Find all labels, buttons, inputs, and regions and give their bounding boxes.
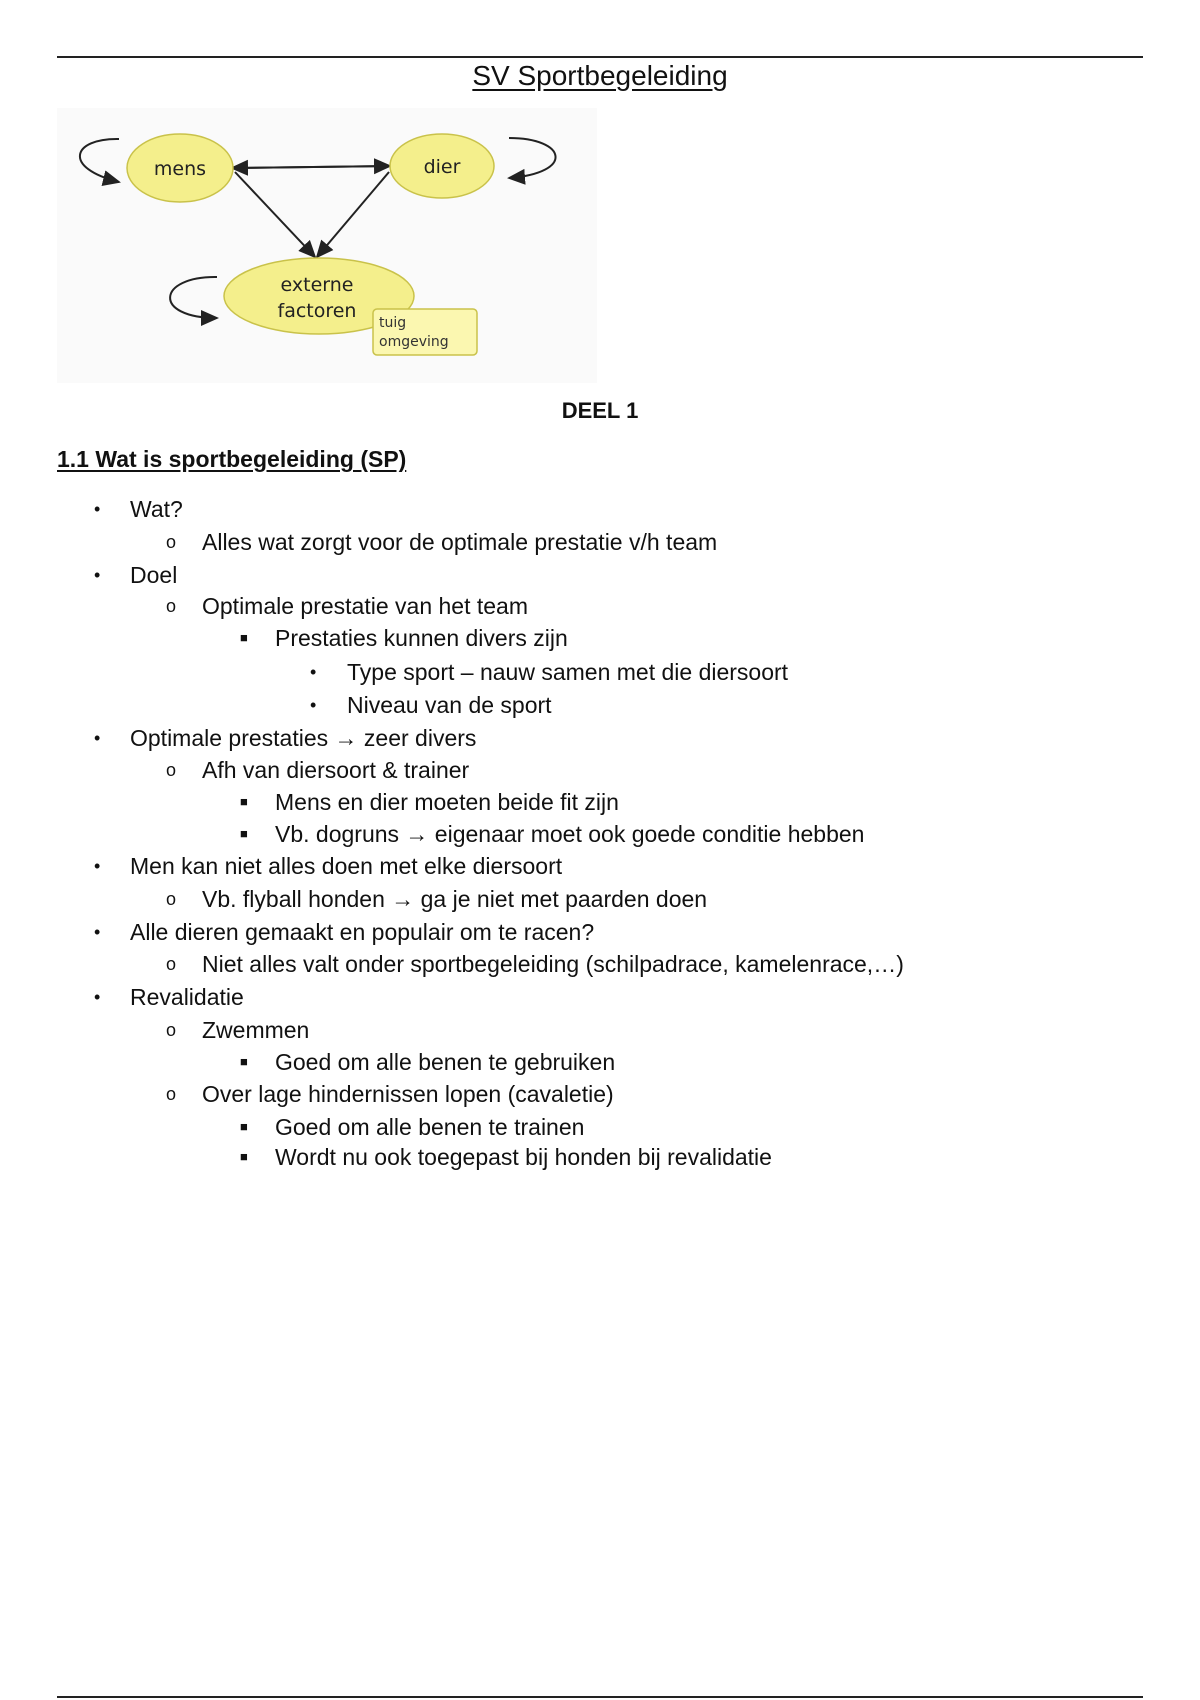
bottom-rule [57, 1696, 1143, 1698]
callout-omgeving: omgeving [379, 334, 449, 350]
externe-label: externe [280, 274, 354, 296]
bullet-marker: o [166, 1020, 177, 1040]
bullet-text: Type sport – nauw samen met die diersoort [347, 659, 789, 685]
bullet-text: Wordt nu ook toegepast bij honden bij revalidatie [275, 1144, 772, 1170]
relationship-diagram [57, 108, 597, 383]
top-rule [57, 56, 1143, 58]
page-title: SV Sportbegeleiding [472, 60, 728, 91]
bullet-marker: ■ [240, 826, 248, 841]
factoren-label: factoren [277, 300, 357, 322]
bullet-marker: o [166, 1084, 177, 1104]
bullet-marker: • [94, 987, 101, 1007]
bullet-marker: o [166, 596, 177, 616]
bullet-marker: • [94, 499, 101, 519]
callout-tuig: tuig [379, 315, 407, 331]
bullet-text: Afh van diersoort & trainer [202, 757, 470, 783]
bullet-marker: ■ [240, 630, 248, 645]
bullet-marker: o [166, 532, 177, 552]
bullet-marker: ■ [240, 1054, 248, 1069]
bullet-text: Goed om alle benen te trainen [275, 1114, 585, 1140]
bullet-text: Vb. dogruns → eigenaar moet ook goede conditie hebben [275, 821, 865, 847]
bullet-marker: ■ [240, 794, 248, 809]
bullet-text: Vb. flyball honden → ga je niet met paarden doen [202, 886, 708, 912]
bullet-text: Revalidatie [130, 984, 244, 1010]
bullet-text: Alle dieren gemaakt en populair om te racen? [130, 919, 595, 945]
dier-label: dier [423, 156, 461, 178]
bullet-marker: • [94, 565, 101, 585]
part-heading: DEEL 1 [561, 398, 639, 423]
bullet-marker: o [166, 889, 177, 909]
bullet-text: Doel [130, 562, 178, 588]
bullet-text: Over lage hindernissen lopen (cavaletie) [202, 1081, 614, 1107]
bullet-text: Zwemmen [202, 1017, 310, 1043]
bullet-marker: ■ [240, 1149, 248, 1164]
bullet-text: Prestaties kunnen divers zijn [275, 625, 568, 651]
bullet-marker: • [94, 728, 101, 748]
bullet-text: Niveau van de sport [347, 692, 552, 718]
bullet-text: Men kan niet alles doen met elke diersoort [130, 853, 563, 879]
mens-label: mens [153, 158, 207, 180]
bullet-text: Goed om alle benen te gebruiken [275, 1049, 616, 1075]
bullet-marker: o [166, 954, 177, 974]
bullet-text: Alles wat zorgt voor de optimale prestatie v/h team [202, 529, 718, 555]
bullet-text: Niet alles valt onder sportbegeleiding (schilpadrace, kamelenrace,…) [202, 951, 904, 977]
bullet-text: Optimale prestaties → zeer divers [130, 725, 477, 751]
bullet-marker: • [94, 856, 101, 876]
bullet-marker: o [166, 760, 177, 780]
bullet-marker: • [310, 695, 317, 715]
bullet-marker: ■ [240, 1119, 248, 1134]
bullet-text: Mens en dier moeten beide fit zijn [275, 789, 619, 815]
section-heading: 1.1 Wat is sportbegeleiding (SP) [57, 446, 407, 472]
bullet-text: Optimale prestatie van het team [202, 593, 528, 619]
bullet-marker: • [310, 662, 317, 682]
bullet-marker: • [94, 922, 101, 942]
bullet-text: Wat? [130, 496, 183, 522]
